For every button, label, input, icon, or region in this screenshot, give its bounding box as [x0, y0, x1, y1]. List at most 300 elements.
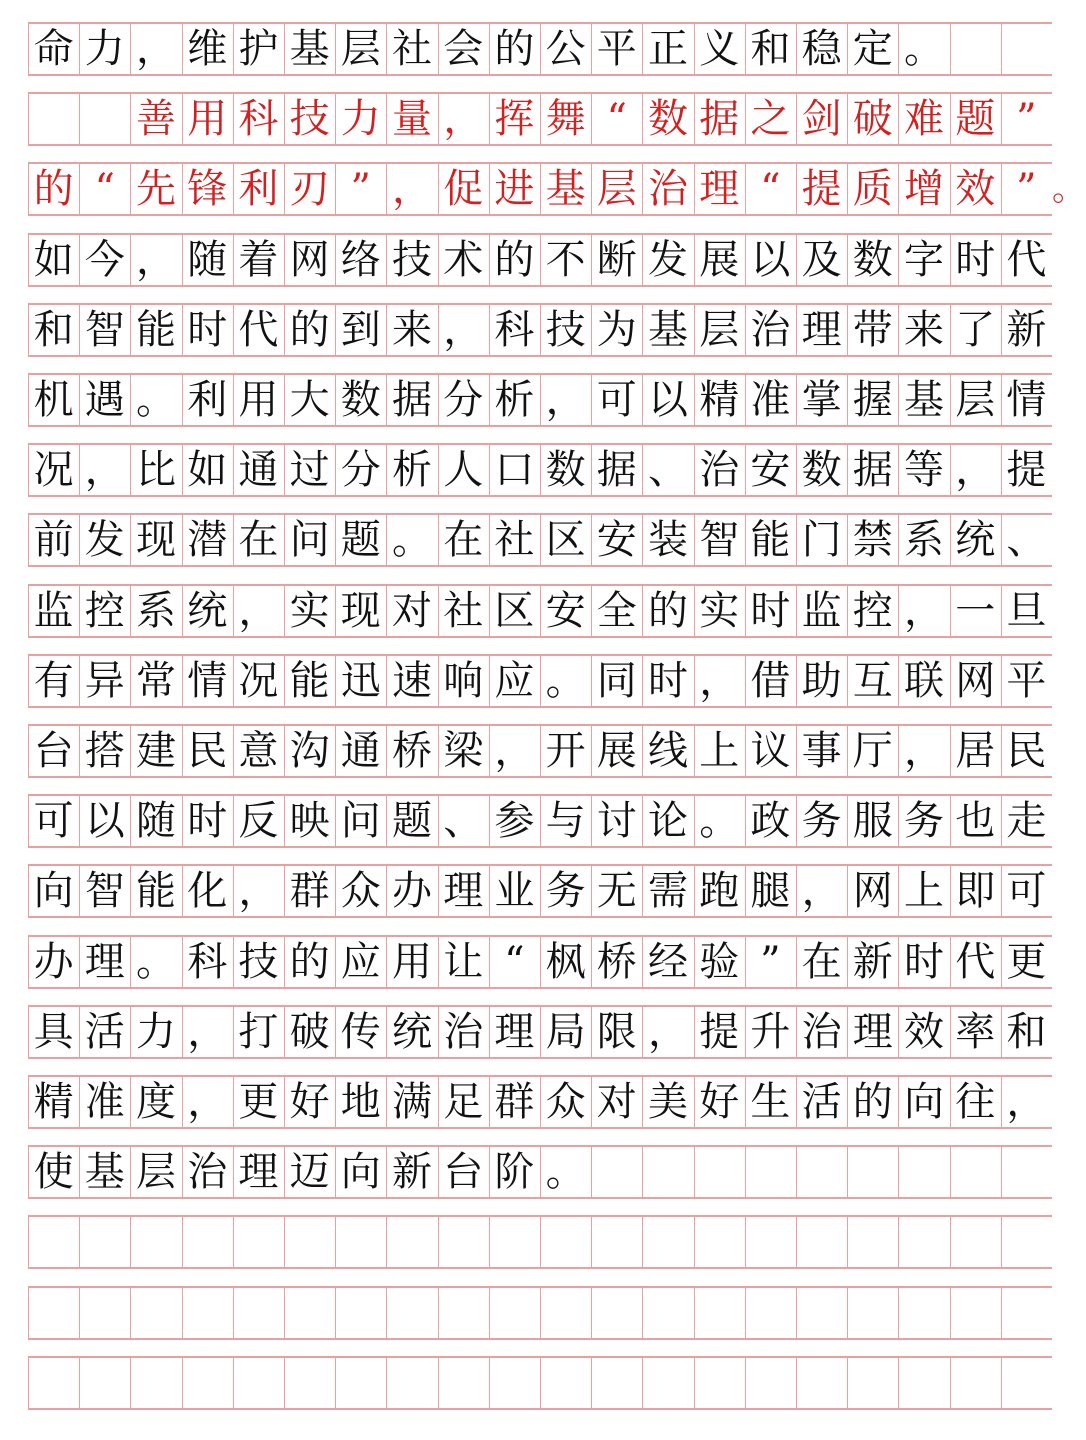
- handwritten-char: 同: [596, 657, 637, 704]
- handwritten-char: 公: [545, 26, 586, 72]
- grid-cell: [182, 1358, 233, 1408]
- handwritten-char: 更: [1006, 938, 1047, 985]
- handwritten-char: 着: [238, 236, 279, 283]
- grid-cell: [438, 1217, 489, 1267]
- grid-cell: [386, 1217, 437, 1267]
- handwritten-char: 、: [1006, 517, 1047, 564]
- handwritten-char: 到: [340, 306, 381, 353]
- handwritten-char: 技: [545, 306, 586, 353]
- handwritten-char: 的: [289, 306, 330, 353]
- handwritten-char: 在: [443, 517, 484, 564]
- handwritten-char: 利: [187, 377, 228, 423]
- handwritten-char: 智: [84, 868, 125, 915]
- handwritten-char: 潜: [187, 517, 228, 564]
- grid-cell: [898, 1217, 949, 1267]
- handwritten-char: 破: [289, 1008, 330, 1055]
- handwritten-char: 具: [33, 1008, 74, 1055]
- handwritten-char: 题: [340, 517, 381, 564]
- handwritten-char: ，: [238, 868, 279, 915]
- handwritten-char: 美: [647, 1079, 688, 1125]
- handwritten-char: 精: [33, 1079, 74, 1125]
- grid-row: [28, 935, 1052, 989]
- handwritten-char: 新: [1006, 306, 1047, 353]
- grid-cell: [28, 1217, 79, 1267]
- handwritten-char: 量: [391, 96, 432, 143]
- handwritten-char: 精: [699, 377, 740, 423]
- grid-cell: [182, 1217, 233, 1267]
- handwritten-char: 传: [340, 1008, 381, 1055]
- handwritten-char: 时: [750, 587, 791, 634]
- handwritten-char: ”: [350, 166, 371, 213]
- handwritten-char: 治: [699, 447, 740, 494]
- handwritten-char: 需: [647, 868, 688, 915]
- handwritten-char: 上: [699, 728, 740, 774]
- handwritten-char: 安: [545, 587, 586, 634]
- handwritten-char: 对: [391, 587, 432, 634]
- handwritten-char: 命: [33, 26, 74, 72]
- handwritten-char: 理: [84, 938, 125, 985]
- handwritten-char: 。: [903, 26, 944, 72]
- handwritten-char: 用: [238, 377, 279, 423]
- handwritten-char: 和: [750, 26, 791, 72]
- grid-cell: [950, 1217, 1001, 1267]
- handwritten-char: 层: [955, 377, 996, 423]
- handwritten-char: 大: [289, 377, 330, 423]
- handwritten-char: 居: [955, 728, 996, 774]
- handwritten-char: 发: [84, 517, 125, 564]
- grid-row: [28, 1215, 1052, 1269]
- grid-cell: [950, 1147, 1001, 1197]
- grid-row: [28, 303, 1052, 357]
- handwritten-char: ”: [760, 938, 781, 985]
- handwritten-char: 在: [238, 517, 279, 564]
- handwritten-char: 全: [596, 587, 637, 634]
- handwritten-char: 升: [750, 1008, 791, 1055]
- handwritten-char: ，: [84, 447, 125, 494]
- handwritten-char: 社: [391, 26, 432, 72]
- handwritten-char: 更: [238, 1079, 279, 1125]
- grid-cell: [796, 1217, 847, 1267]
- handwritten-char: 速: [391, 657, 432, 704]
- handwritten-char: 护: [238, 26, 279, 72]
- grid-cell: [79, 94, 130, 144]
- grid-row: [28, 584, 1052, 638]
- grid-cell: [745, 1358, 796, 1408]
- handwritten-char: 治: [647, 166, 688, 213]
- grid-row: [28, 1145, 1052, 1199]
- handwritten-char: 智: [84, 306, 125, 353]
- handwritten-char: 难: [903, 96, 944, 143]
- handwritten-char: ”: [1016, 96, 1037, 143]
- handwritten-char: 一: [955, 587, 996, 634]
- handwritten-char: ，: [443, 306, 484, 353]
- grid-cell: [898, 1147, 949, 1197]
- grid-row: [28, 373, 1052, 427]
- handwritten-char: 实: [289, 587, 330, 634]
- handwritten-char: 务: [545, 868, 586, 915]
- handwritten-char: 能: [135, 868, 176, 915]
- handwritten-char: 联: [903, 657, 944, 704]
- handwritten-char: ，: [955, 447, 996, 494]
- handwritten-char: 不: [545, 236, 586, 283]
- handwritten-char: 网: [852, 868, 893, 915]
- handwritten-char: 剑: [801, 96, 842, 143]
- grid-cell: [898, 1288, 949, 1338]
- handwritten-char: 口: [494, 447, 535, 494]
- handwritten-char: 让: [443, 938, 484, 985]
- handwritten-char: 层: [340, 26, 381, 72]
- handwritten-char: 分: [443, 377, 484, 423]
- handwritten-char: 能: [135, 306, 176, 353]
- handwritten-char: 跑: [699, 868, 740, 915]
- handwritten-char: 经: [647, 938, 688, 985]
- handwritten-char: 台: [443, 1149, 484, 1196]
- handwritten-char: ，: [494, 728, 535, 774]
- handwritten-char: 正: [647, 26, 688, 72]
- handwritten-char: 可: [1006, 868, 1047, 915]
- handwritten-char: 走: [1006, 798, 1047, 845]
- handwritten-char: 线: [647, 728, 688, 774]
- handwritten-char: 互: [852, 657, 893, 704]
- handwritten-char: ，: [699, 657, 740, 704]
- handwritten-char: 技: [238, 938, 279, 985]
- handwritten-char: 可: [596, 377, 637, 423]
- handwritten-char: 旦: [1006, 587, 1047, 634]
- handwritten-char: 进: [494, 166, 535, 213]
- grid-cell: [28, 94, 79, 144]
- handwritten-char: 基: [545, 166, 586, 213]
- grid-cell: [591, 1217, 642, 1267]
- handwritten-char: 了: [955, 306, 996, 353]
- handwritten-char: 办: [391, 868, 432, 915]
- handwritten-char: 遇: [84, 377, 125, 423]
- handwritten-char: 。: [545, 1149, 586, 1196]
- handwritten-char: 以: [84, 798, 125, 845]
- handwritten-char: 。: [391, 517, 432, 564]
- handwritten-char: 监: [801, 587, 842, 634]
- handwritten-char: 握: [852, 377, 893, 423]
- handwritten-char: 数: [801, 447, 842, 494]
- handwritten-char: ，: [187, 1008, 228, 1055]
- grid-cell: [796, 1358, 847, 1408]
- grid-cell: [489, 1358, 540, 1408]
- grid-cell: [438, 1358, 489, 1408]
- handwritten-char: ，: [545, 377, 586, 423]
- handwritten-char: 的: [494, 236, 535, 283]
- handwritten-char: ，: [135, 236, 176, 283]
- handwritten-char: 借: [750, 657, 791, 704]
- handwritten-char: 腿: [750, 868, 791, 915]
- handwritten-char: 利: [238, 166, 279, 213]
- handwritten-char: 活: [84, 1008, 125, 1055]
- handwritten-char: 务: [903, 798, 944, 845]
- grid-cell: [79, 1358, 130, 1408]
- handwritten-char: 治: [443, 1008, 484, 1055]
- handwritten-char: 监: [33, 587, 74, 634]
- handwritten-char: 地: [340, 1079, 381, 1125]
- handwritten-char: 提: [801, 166, 842, 213]
- handwritten-char: 义: [699, 26, 740, 72]
- handwritten-char: 也: [955, 798, 996, 845]
- handwritten-char: 效: [955, 166, 996, 213]
- handwritten-char: 桥: [596, 938, 637, 985]
- grid-cell: [284, 1217, 335, 1267]
- handwritten-char: 层: [699, 306, 740, 353]
- handwritten-char: 代: [1006, 236, 1047, 283]
- handwritten-char: 活: [801, 1079, 842, 1125]
- handwritten-char: 过: [289, 447, 330, 494]
- handwritten-char: 网: [289, 236, 330, 283]
- handwritten-char: 分: [340, 447, 381, 494]
- handwritten-char: 异: [84, 657, 125, 704]
- grid-cell: [796, 1288, 847, 1338]
- handwritten-char: 度: [135, 1079, 176, 1125]
- handwritten-char: 无: [596, 868, 637, 915]
- handwritten-char: 生: [750, 1079, 791, 1125]
- handwritten-char: 促: [443, 166, 484, 213]
- handwritten-char: 题: [391, 798, 432, 845]
- handwritten-char: 据: [391, 377, 432, 423]
- handwritten-char: “: [760, 166, 781, 213]
- grid-row: [28, 92, 1052, 146]
- handwritten-char: 化: [187, 868, 228, 915]
- handwritten-char: ”: [1016, 166, 1037, 213]
- grid-cell: [284, 1358, 335, 1408]
- handwritten-char: 。: [545, 657, 586, 704]
- handwritten-char: 随: [135, 798, 176, 845]
- handwritten-char: 好: [289, 1079, 330, 1125]
- handwritten-char: 带: [852, 306, 893, 353]
- grid-cell: [233, 1358, 284, 1408]
- handwritten-char: 服: [852, 798, 893, 845]
- handwritten-char: 时: [187, 306, 228, 353]
- grid-cell: [642, 1217, 693, 1267]
- grid-cell: [950, 24, 1001, 74]
- handwritten-char: ，: [801, 868, 842, 915]
- handwritten-char: 发: [647, 236, 688, 283]
- handwritten-char: 提: [1006, 447, 1047, 494]
- grid-cell: [694, 1288, 745, 1338]
- handwritten-char: ，: [443, 96, 484, 143]
- grid-cell: [335, 1217, 386, 1267]
- handwritten-char: 如: [33, 236, 74, 283]
- handwritten-char: 理: [852, 1008, 893, 1055]
- handwritten-char: 先: [135, 166, 176, 213]
- handwritten-char: 术: [443, 236, 484, 283]
- handwritten-char: 掌: [801, 377, 842, 423]
- grid-cell: [130, 1358, 181, 1408]
- handwritten-char: 的: [289, 938, 330, 985]
- handwritten-char: 展: [699, 236, 740, 283]
- handwritten-char: 开: [545, 728, 586, 774]
- handwritten-char: 来: [391, 306, 432, 353]
- grid-cell: [438, 1288, 489, 1338]
- handwritten-char: 时: [647, 657, 688, 704]
- grid-cell: [642, 1147, 693, 1197]
- handwritten-char: 统: [187, 587, 228, 634]
- handwritten-char: 前: [33, 517, 74, 564]
- handwritten-char: 问: [340, 798, 381, 845]
- handwritten-char: 群: [289, 868, 330, 915]
- handwritten-char: 的: [647, 587, 688, 634]
- handwritten-char: 据: [699, 96, 740, 143]
- handwritten-char: “: [606, 96, 627, 143]
- grid-cell: [642, 1358, 693, 1408]
- handwritten-char: 区: [494, 587, 535, 634]
- handwritten-char: 新: [391, 1149, 432, 1196]
- handwritten-char: 安: [750, 447, 791, 494]
- handwritten-char: 断: [596, 236, 637, 283]
- handwritten-char: 往: [955, 1079, 996, 1125]
- grid-cell: [591, 1147, 642, 1197]
- handwritten-char: 基: [84, 1149, 125, 1196]
- handwritten-char: 讨: [596, 798, 637, 845]
- handwritten-char: 迅: [340, 657, 381, 704]
- handwritten-char: 。: [699, 798, 740, 845]
- handwritten-char: 字: [903, 236, 944, 283]
- handwritten-char: 安: [596, 517, 637, 564]
- handwritten-char: 政: [750, 798, 791, 845]
- handwritten-char: 办: [33, 938, 74, 985]
- grid-cell: [591, 1288, 642, 1338]
- grid-cell: [950, 1358, 1001, 1408]
- handwritten-char: 满: [391, 1079, 432, 1125]
- grid-cell: [745, 1217, 796, 1267]
- handwritten-char: 通: [340, 728, 381, 774]
- handwritten-char: 现: [340, 587, 381, 634]
- handwritten-char: 上: [903, 868, 944, 915]
- handwritten-char: 题: [955, 96, 996, 143]
- handwritten-char: 意: [238, 728, 279, 774]
- grid-cell: [540, 1288, 591, 1338]
- handwritten-char: 通: [238, 447, 279, 494]
- grid-cell: [745, 1288, 796, 1338]
- grid-cell: [130, 1217, 181, 1267]
- handwritten-char: 善: [135, 96, 176, 143]
- grid-cell: [335, 1288, 386, 1338]
- handwritten-char: 治: [801, 1008, 842, 1055]
- handwritten-char: 析: [494, 377, 535, 423]
- handwritten-char: 时: [955, 236, 996, 283]
- handwritten-char: 质: [852, 166, 893, 213]
- handwritten-char: 机: [33, 377, 74, 423]
- handwritten-char: 系: [903, 517, 944, 564]
- handwritten-char: 梁: [443, 728, 484, 774]
- handwritten-char: 刃: [289, 166, 330, 213]
- handwritten-char: 台: [33, 728, 74, 774]
- grid-cell: [847, 1358, 898, 1408]
- handwritten-char: 效: [903, 1008, 944, 1055]
- handwritten-char: 用: [391, 938, 432, 985]
- handwritten-char: 挥: [494, 96, 535, 143]
- handwritten-char: 之: [750, 96, 791, 143]
- handwritten-char: 以: [647, 377, 688, 423]
- handwritten-char: 科: [494, 306, 535, 353]
- handwritten-char: 数: [340, 377, 381, 423]
- handwritten-char: 对: [596, 1079, 637, 1125]
- handwritten-char: 代: [238, 306, 279, 353]
- grid-cell: [540, 1217, 591, 1267]
- handwritten-char: 事: [801, 728, 842, 774]
- handwritten-char: 务: [801, 798, 842, 845]
- handwritten-char: 群: [494, 1079, 535, 1125]
- grid-row: [28, 654, 1052, 708]
- handwritten-char: 技: [391, 236, 432, 283]
- handwritten-char: 网: [955, 657, 996, 704]
- grid-cell: [386, 1358, 437, 1408]
- handwritten-char: 力: [84, 26, 125, 72]
- handwritten-char: 况: [238, 657, 279, 704]
- handwritten-char: 数: [852, 236, 893, 283]
- handwritten-char: 搭: [84, 728, 125, 774]
- grid-cell: [1001, 1147, 1052, 1197]
- handwritten-char: 与: [545, 798, 586, 845]
- handwritten-char: 沟: [289, 728, 330, 774]
- handwritten-char: 来: [903, 306, 944, 353]
- grid-cell: [28, 1288, 79, 1338]
- handwritten-char: 足: [443, 1079, 484, 1125]
- handwritten-char: ，: [391, 166, 432, 213]
- grid-row: [28, 233, 1052, 287]
- grid-row: [28, 162, 1086, 216]
- handwritten-char: 装: [647, 517, 688, 564]
- grid-cell: [847, 1147, 898, 1197]
- handwritten-char: 治: [187, 1149, 228, 1196]
- handwritten-char: 新: [852, 938, 893, 985]
- grid-cell: [284, 1288, 335, 1338]
- handwritten-char: 系: [135, 587, 176, 634]
- grid-cell: [847, 1288, 898, 1338]
- handwritten-char: ，: [135, 26, 176, 72]
- handwritten-char: 局: [545, 1008, 586, 1055]
- handwritten-char: 控: [84, 587, 125, 634]
- handwritten-char: 助: [801, 657, 842, 704]
- handwritten-char: 社: [494, 517, 535, 564]
- handwritten-char: 基: [647, 306, 688, 353]
- grid-cell: [694, 1147, 745, 1197]
- handwritten-char: 议: [750, 728, 791, 774]
- handwritten-char: 应: [340, 938, 381, 985]
- handwritten-char: 时: [187, 798, 228, 845]
- handwritten-char: 控: [852, 587, 893, 634]
- handwritten-char: 限: [596, 1008, 637, 1055]
- grid-cell: [489, 1288, 540, 1338]
- handwritten-char: 平: [596, 26, 637, 72]
- handwritten-char: 禁: [852, 517, 893, 564]
- handwritten-char: 准: [750, 377, 791, 423]
- handwritten-char: 社: [443, 587, 484, 634]
- grid-cell: [591, 1358, 642, 1408]
- handwritten-char: 情: [187, 657, 228, 704]
- handwritten-char: 人: [443, 447, 484, 494]
- handwritten-char: ，: [187, 1079, 228, 1125]
- handwritten-char: 维: [187, 26, 228, 72]
- handwritten-char: 如: [187, 447, 228, 494]
- handwritten-char: 统: [955, 517, 996, 564]
- handwritten-char: 舞: [545, 96, 586, 143]
- handwritten-char: 、: [443, 798, 484, 845]
- handwritten-char: 基: [903, 377, 944, 423]
- grid-cell: [79, 1288, 130, 1338]
- handwritten-char: 准: [84, 1079, 125, 1125]
- handwritten-char: 基: [289, 26, 330, 72]
- handwritten-char: ，: [647, 1008, 688, 1055]
- handwritten-char: 比: [135, 447, 176, 494]
- handwritten-char: 科: [187, 938, 228, 985]
- handwritten-char: 智: [699, 517, 740, 564]
- handwritten-char: 区: [545, 517, 586, 564]
- handwritten-char: 理: [494, 1008, 535, 1055]
